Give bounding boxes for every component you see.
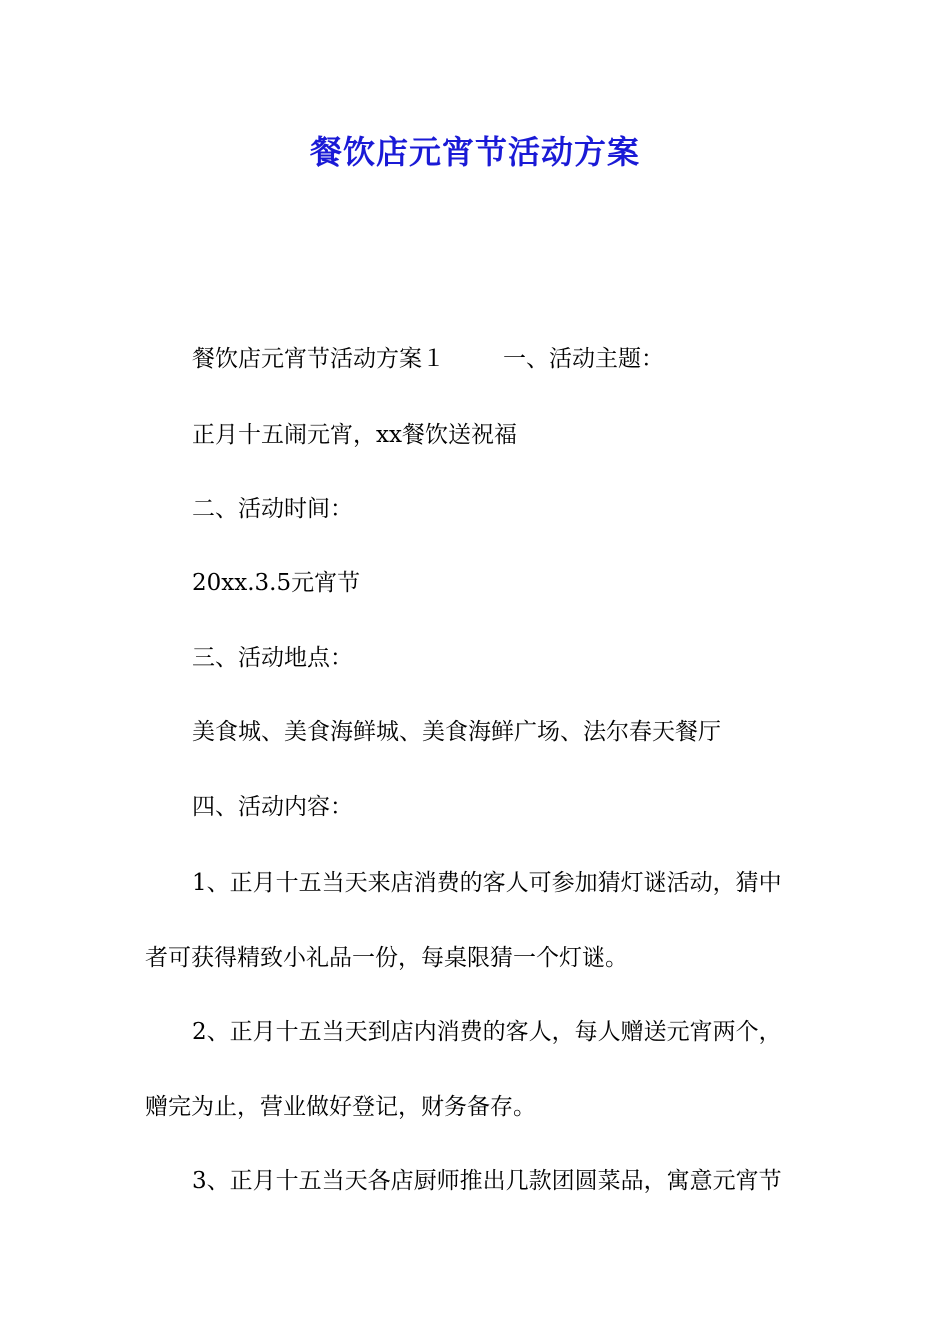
plan-heading: 餐饮店元宵节活动方案１ xyxy=(192,346,445,372)
document-title: 餐饮店元宵节活动方案 xyxy=(309,133,640,171)
location-text: 美食城、美食海鲜城、美食海鲜广场、法尔春天餐厅 xyxy=(192,719,721,745)
time-text: 20xx.3.5元宵节 xyxy=(192,570,361,596)
content-item-1-line-1: 1、正月十五当天来店消费的客人可参加猜灯谜活动，猜中 xyxy=(192,870,782,896)
content-item-2-line-1: 2、正月十五当天到店内消费的客人，每人赠送元宵两个， xyxy=(192,1019,782,1045)
content-item-1-line-2: 者可获得精致小礼品一份，每桌限猜一个灯谜。 xyxy=(145,945,628,971)
content-item-3-line-1: 3、正月十五当天各店厨师推出几款团圆菜品，寓意元宵节 xyxy=(192,1168,782,1194)
section-heading-content: 四、活动内容： xyxy=(192,794,353,820)
theme-text: 正月十五闹元宵，xx餐饮送祝福 xyxy=(192,422,517,448)
section-heading-theme: 一、活动主题： xyxy=(503,346,664,372)
content-item-2-line-2: 赠完为止，营业做好登记，财务备存。 xyxy=(145,1094,536,1120)
section-heading-location: 三、活动地点： xyxy=(192,645,353,671)
plan-heading-line xyxy=(145,342,872,376)
section-heading-time: 二、活动时间： xyxy=(192,496,353,522)
